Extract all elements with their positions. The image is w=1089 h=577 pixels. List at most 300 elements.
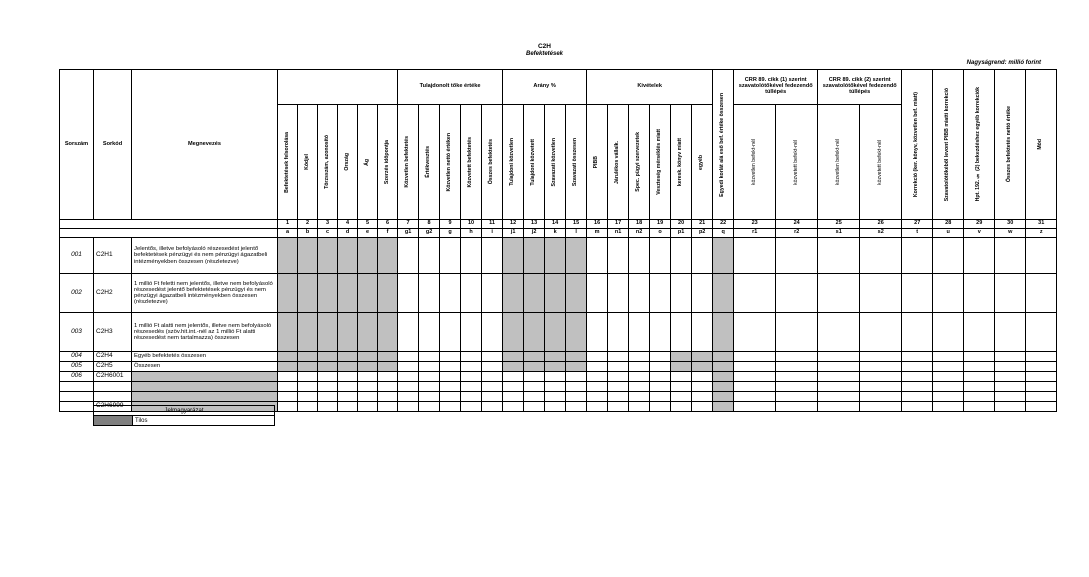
data-cell <box>358 274 378 313</box>
col-header-18 <box>629 105 650 220</box>
col-label: Kódjel <box>303 154 310 170</box>
row-sorkod: C2H5 <box>94 362 132 372</box>
data-cell <box>650 313 671 352</box>
data-cell <box>378 372 398 382</box>
data-cell <box>860 313 902 352</box>
row-sorszam: 003 <box>60 313 94 352</box>
data-cell <box>650 362 671 372</box>
row-sorkod: C2H6001 <box>94 372 132 382</box>
data-cell <box>629 238 650 274</box>
data-cell <box>566 382 587 392</box>
data-cell <box>440 238 461 274</box>
data-cell <box>503 313 524 352</box>
data-cell <box>398 382 419 392</box>
data-cell <box>995 352 1026 362</box>
data-cell <box>358 372 378 382</box>
data-cell <box>608 382 629 392</box>
data-cell <box>278 402 298 412</box>
data-cell <box>629 402 650 412</box>
col-label: Ország <box>343 153 350 171</box>
row-sorszam: 004 <box>60 352 94 362</box>
data-cell <box>734 238 776 274</box>
data-cell <box>902 238 933 274</box>
data-cell <box>995 313 1026 352</box>
col-number: 1 <box>278 220 298 229</box>
data-cell <box>503 382 524 392</box>
data-cell <box>902 352 933 362</box>
data-cell <box>608 274 629 313</box>
data-cell <box>482 372 503 382</box>
data-cell <box>995 392 1026 402</box>
data-cell <box>933 238 964 274</box>
col-number: 5 <box>358 220 378 229</box>
col-label: Hpt. 192. § (2) bekezdéshez egyéb korrekciók <box>975 87 982 202</box>
data-cell <box>318 362 338 372</box>
data-cell <box>933 372 964 382</box>
col-label: egyéb <box>698 154 705 170</box>
data-cell <box>545 313 566 352</box>
col-label: Korrekció (ker. könyv, közvetlen bef. miatt) <box>913 91 920 198</box>
col-number: 30 <box>995 220 1026 229</box>
data-cell <box>587 238 608 274</box>
data-cell <box>566 274 587 313</box>
header-sorkod: Sorkód <box>94 70 132 220</box>
col-letter: r1 <box>734 229 776 238</box>
data-cell <box>860 382 902 392</box>
data-cell <box>503 402 524 412</box>
row-sorkod <box>94 392 132 402</box>
data-cell <box>587 392 608 402</box>
data-cell <box>378 392 398 402</box>
col-header-12 <box>503 105 524 220</box>
data-cell <box>378 382 398 392</box>
col-number: 13 <box>524 220 545 229</box>
row-sorszam: 002 <box>60 274 94 313</box>
data-cell <box>419 372 440 382</box>
data-cell <box>818 313 860 352</box>
data-cell <box>278 274 298 313</box>
col-header-5 <box>358 105 378 220</box>
data-cell <box>482 382 503 392</box>
col-letter: p2 <box>692 229 713 238</box>
data-cell <box>964 362 995 372</box>
data-cell <box>482 362 503 372</box>
data-cell <box>650 238 671 274</box>
data-cell <box>1026 382 1057 392</box>
col-letter: s2 <box>860 229 902 238</box>
col-label: Közvetlen befektetés <box>404 136 411 188</box>
data-cell <box>338 402 358 412</box>
data-cell <box>776 402 818 412</box>
data-cell <box>358 392 378 402</box>
table-row <box>60 274 1057 313</box>
data-cell <box>650 382 671 392</box>
data-cell <box>566 392 587 402</box>
unit-note: Nagyságrend: millió forint <box>966 60 1041 66</box>
data-cell <box>692 392 713 402</box>
data-cell <box>713 352 734 362</box>
data-cell <box>608 392 629 402</box>
data-cell <box>860 274 902 313</box>
data-cell <box>524 392 545 402</box>
col-number: 2 <box>298 220 318 229</box>
col-label: Befektetések felsorolása <box>283 131 290 193</box>
data-cell <box>461 352 482 362</box>
col-number: 7 <box>398 220 419 229</box>
col-label: Összes befektetés nettó értéke <box>1006 106 1013 183</box>
data-cell <box>608 402 629 412</box>
data-cell <box>995 402 1026 412</box>
col-number: 29 <box>964 220 995 229</box>
data-cell <box>338 274 358 313</box>
row-megnevezes <box>132 392 278 402</box>
col-header-2 <box>298 105 318 220</box>
data-cell <box>358 313 378 352</box>
data-cell <box>419 362 440 372</box>
data-cell <box>298 352 318 362</box>
col-label: Tulajdoni közvetlen <box>509 138 516 186</box>
data-cell <box>545 238 566 274</box>
data-cell <box>608 372 629 382</box>
row-megnevezes: Jelentős, illetve befolyásoló részesedést jelentő befektetések pénzügyi és nem pénzügyi ágazatbeli intézményekben összesen (részletezve) <box>132 238 278 274</box>
header-megnevezes: Megnevezés <box>132 70 278 220</box>
group-arany: Arány % <box>503 70 587 105</box>
data-cell <box>545 392 566 402</box>
data-cell <box>358 402 378 412</box>
data-cell <box>964 372 995 382</box>
col-header-17 <box>608 105 629 220</box>
group-crr2: CRR 89. cikk (2) szerint szavatolótőkével fedezendő túllépés <box>818 70 902 105</box>
data-cell <box>902 274 933 313</box>
data-cell <box>587 274 608 313</box>
col-label: Szavatolótőkéből levont PIBB miatti korrekció <box>944 87 951 202</box>
col-label: Szerzés időpontja <box>383 139 390 185</box>
data-cell <box>671 352 692 362</box>
data-cell <box>566 238 587 274</box>
col-header-20 <box>671 105 692 220</box>
col-label: Tulajdoni közvetett <box>530 138 537 186</box>
data-cell <box>933 402 964 412</box>
nums-blank <box>60 220 278 229</box>
data-cell <box>692 402 713 412</box>
data-cell <box>298 238 318 274</box>
data-cell <box>629 382 650 392</box>
data-cell <box>734 372 776 382</box>
col-header-13 <box>524 105 545 220</box>
data-cell <box>734 382 776 392</box>
data-cell <box>964 352 995 362</box>
data-cell <box>503 362 524 372</box>
data-cell <box>650 352 671 362</box>
col-label: Szavazati közvetlen <box>551 137 558 187</box>
col-letter: j1 <box>503 229 524 238</box>
data-cell <box>995 382 1026 392</box>
data-cell <box>860 352 902 362</box>
data-cell <box>338 238 358 274</box>
data-cell <box>419 382 440 392</box>
data-cell <box>524 402 545 412</box>
data-cell <box>713 313 734 352</box>
data-cell <box>503 238 524 274</box>
data-cell <box>461 362 482 372</box>
data-cell <box>692 362 713 372</box>
data-cell <box>461 238 482 274</box>
col-label: Értékvesztés <box>425 146 432 178</box>
data-cell <box>995 274 1026 313</box>
col-label: Járulékos vállalk. <box>614 140 621 184</box>
col-header-8 <box>419 105 440 220</box>
data-cell <box>1026 362 1057 372</box>
data-cell <box>776 372 818 382</box>
data-cell <box>419 402 440 412</box>
data-cell <box>545 362 566 372</box>
data-cell <box>650 372 671 382</box>
col-letter: q <box>713 229 734 238</box>
col-number: 22 <box>713 220 734 229</box>
data-cell <box>566 372 587 382</box>
data-cell <box>482 402 503 412</box>
data-cell <box>671 313 692 352</box>
data-cell <box>298 402 318 412</box>
col-number: 14 <box>545 220 566 229</box>
data-cell <box>482 238 503 274</box>
row-megnevezes: 1 millió Ft alatti nem jelentős, illetve nem befolyásoló részesedés (szöv.hit.int.-nél az 1 millió Ft alatti részesedést nem tartalmazza) összesen <box>132 313 278 352</box>
col-header-22 <box>713 70 734 220</box>
row-sorkod: C2H3 <box>94 313 132 352</box>
col-letter: m <box>587 229 608 238</box>
data-cell <box>338 313 358 352</box>
col-letter: s1 <box>818 229 860 238</box>
col-letter: a <box>278 229 298 238</box>
row-megnevezes <box>132 372 278 382</box>
data-cell <box>398 274 419 313</box>
col-header-11 <box>482 105 503 220</box>
col-letter: n1 <box>608 229 629 238</box>
col-header-3 <box>318 105 338 220</box>
data-cell <box>378 274 398 313</box>
data-cell <box>338 382 358 392</box>
data-cell <box>734 362 776 372</box>
data-cell <box>298 382 318 392</box>
data-cell <box>440 362 461 372</box>
data-cell <box>524 362 545 372</box>
data-cell <box>461 402 482 412</box>
data-cell <box>776 352 818 362</box>
col-header-24 <box>776 105 818 220</box>
data-cell <box>1026 402 1057 412</box>
col-label: Egyedi korlát alá eső bef. értéke összesen <box>719 92 726 197</box>
data-cell <box>608 238 629 274</box>
row-megnevezes: Összesen <box>132 362 278 372</box>
data-cell <box>608 352 629 362</box>
data-cell <box>524 372 545 382</box>
col-number: 9 <box>440 220 461 229</box>
data-cell <box>860 238 902 274</box>
data-cell <box>503 392 524 402</box>
data-cell <box>419 392 440 402</box>
data-cell <box>298 274 318 313</box>
data-cell <box>995 362 1026 372</box>
data-cell <box>734 274 776 313</box>
data-cell <box>671 238 692 274</box>
data-cell <box>650 392 671 402</box>
col-label: Törzsszám, azonosító <box>323 135 330 189</box>
data-cell <box>318 313 338 352</box>
data-cell <box>902 362 933 372</box>
col-number: 19 <box>650 220 671 229</box>
data-cell <box>818 382 860 392</box>
data-cell <box>461 313 482 352</box>
data-cell <box>713 402 734 412</box>
data-cell <box>524 238 545 274</box>
col-number: 18 <box>629 220 650 229</box>
col-label: Szavazati összesen <box>572 137 579 187</box>
data-cell <box>566 352 587 362</box>
row-sorszam: 005 <box>60 362 94 372</box>
col-letter: l <box>566 229 587 238</box>
col-header-1 <box>278 105 298 220</box>
data-cell <box>933 382 964 392</box>
table-row <box>60 392 1057 402</box>
data-cell <box>629 352 650 362</box>
col-number: 10 <box>461 220 482 229</box>
data-cell <box>440 313 461 352</box>
data-cell <box>378 238 398 274</box>
data-cell <box>503 274 524 313</box>
data-cell <box>713 274 734 313</box>
col-number: 16 <box>587 220 608 229</box>
data-cell <box>1026 274 1057 313</box>
data-cell <box>398 372 419 382</box>
legend-label: Tilos <box>133 416 275 426</box>
data-cell <box>713 372 734 382</box>
data-cell <box>278 352 298 362</box>
data-cell <box>608 313 629 352</box>
group-kivetelek: Kivételek <box>587 70 713 105</box>
col-header-15 <box>566 105 587 220</box>
col-number: 8 <box>419 220 440 229</box>
data-cell <box>461 274 482 313</box>
data-cell <box>461 392 482 402</box>
data-cell <box>629 274 650 313</box>
data-cell <box>650 402 671 412</box>
data-cell <box>524 313 545 352</box>
col-header-19 <box>650 105 671 220</box>
col-letter: z <box>1026 229 1057 238</box>
data-cell <box>587 402 608 412</box>
data-cell <box>902 313 933 352</box>
col-label: Ág <box>363 158 370 166</box>
row-sorkod <box>94 382 132 392</box>
data-cell <box>818 274 860 313</box>
data-cell <box>278 392 298 402</box>
data-cell <box>818 372 860 382</box>
col-header-9 <box>440 105 461 220</box>
data-cell <box>318 274 338 313</box>
data-cell <box>338 392 358 402</box>
data-cell <box>671 372 692 382</box>
data-cell <box>298 313 318 352</box>
data-cell <box>461 372 482 382</box>
col-number: 31 <box>1026 220 1057 229</box>
col-letter: t <box>902 229 933 238</box>
col-header-14 <box>545 105 566 220</box>
data-cell <box>964 238 995 274</box>
col-label: közvetett befekt-nél <box>876 139 883 185</box>
data-cell <box>860 402 902 412</box>
row-sorkod: C2H1 <box>94 238 132 274</box>
col-letter: w <box>995 229 1026 238</box>
data-cell <box>964 382 995 392</box>
data-cell <box>587 382 608 392</box>
data-cell <box>1026 352 1057 362</box>
data-cell <box>398 392 419 402</box>
col-number: 21 <box>692 220 713 229</box>
data-cell <box>860 392 902 402</box>
data-cell <box>338 362 358 372</box>
data-cell <box>482 274 503 313</box>
data-cell <box>278 313 298 352</box>
col-header-27 <box>902 70 933 220</box>
data-cell <box>964 274 995 313</box>
data-cell <box>398 362 419 372</box>
data-cell <box>318 372 338 382</box>
data-cell <box>776 313 818 352</box>
data-cell <box>338 372 358 382</box>
data-cell <box>608 362 629 372</box>
row-sorszam: 006 <box>60 372 94 382</box>
col-header-6 <box>378 105 398 220</box>
data-cell <box>692 372 713 382</box>
data-cell <box>545 372 566 382</box>
data-cell <box>419 238 440 274</box>
row-megnevezes: Egyéb befektetés összesen <box>132 352 278 362</box>
data-cell <box>933 362 964 372</box>
data-cell <box>278 238 298 274</box>
row-sorszam: 001 <box>60 238 94 274</box>
col-header-7 <box>398 105 419 220</box>
data-cell <box>818 392 860 402</box>
data-cell <box>503 372 524 382</box>
data-cell <box>671 392 692 402</box>
data-cell <box>860 372 902 382</box>
data-cell <box>671 402 692 412</box>
data-cell <box>278 372 298 382</box>
data-cell <box>440 352 461 362</box>
col-label: Spec. pügyi szervezetek <box>635 132 642 192</box>
data-cell <box>358 382 378 392</box>
legend <box>93 405 275 426</box>
data-cell <box>692 313 713 352</box>
col-letter: b <box>298 229 318 238</box>
col-header-23 <box>734 105 776 220</box>
col-header-26 <box>860 105 902 220</box>
data-cell <box>545 402 566 412</box>
data-cell <box>650 274 671 313</box>
data-cell <box>298 392 318 402</box>
data-cell <box>860 362 902 372</box>
data-cell <box>278 382 298 392</box>
data-cell <box>734 313 776 352</box>
data-cell <box>692 352 713 362</box>
row-sorszam <box>60 402 94 412</box>
data-cell <box>964 402 995 412</box>
col-letter: n2 <box>629 229 650 238</box>
data-cell <box>995 372 1026 382</box>
col-number: 17 <box>608 220 629 229</box>
data-cell <box>692 274 713 313</box>
col-label: Veszteség mérséklés miatt <box>656 129 663 195</box>
